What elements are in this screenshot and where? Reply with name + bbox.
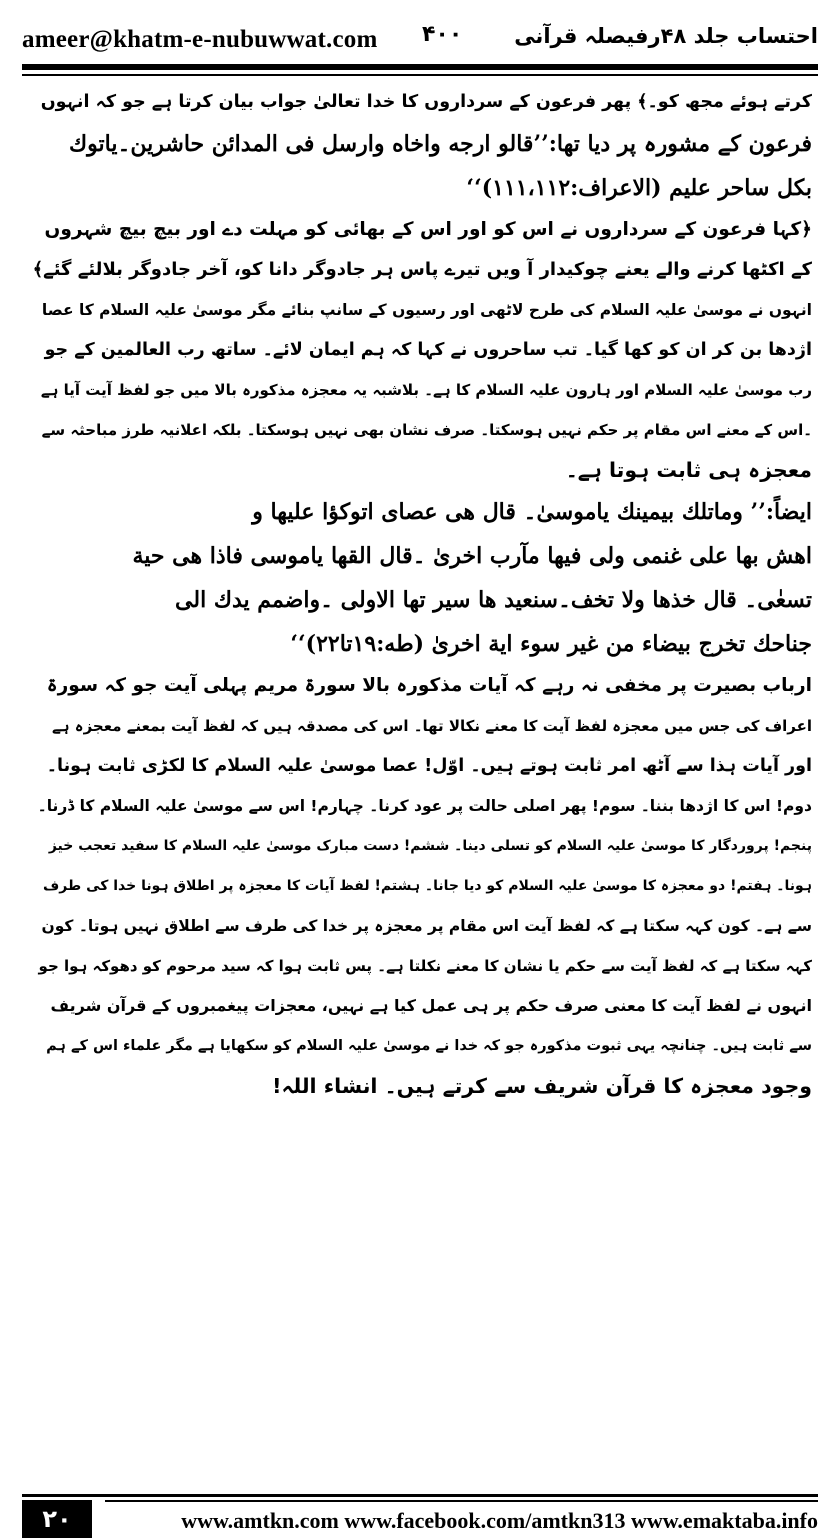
header-title: احتساب جلد ۴۸رفیصلہ قرآنی	[514, 24, 818, 48]
body-line: کرتے ہوئے مجھ کو۔﴾ پھر فرعون کے سرداروں کا خدا تعالیٰ جواب بیان کرتا ہے جو کہ انہوں	[40, 92, 812, 112]
body-line: فرعون کے مشورہ پر دیا تھا:’’قالو ارجه واخاه وارسل فى المدائن حاشرين۔ياتوك	[69, 131, 812, 157]
header-rule-thick	[22, 64, 818, 70]
page-body	[28, 82, 812, 1106]
footer-rule	[22, 1494, 818, 1497]
body-line: اهش بها على غنمى ولى فيها مآرب اخرىٰ ۔قال القها ياموسى فاذا هى حية	[132, 543, 812, 569]
body-line: دوم! اس کا اژدھا بننا۔ سوم! پھر اصلی حالت پر عود کرنا۔ چہارم! اس سے موسیٰ علیہ السلام کا ڈرنا۔	[37, 797, 812, 815]
body-line: ارباب بصیرت پر مخفی نہ رہے کہ آیات مذکورہ بالا سورۃ مریم پہلی آیت جو کہ سورۃ	[46, 675, 812, 696]
body-line: وجود معجزہ کا قرآن شریف سے کرتے ہیں۔ انشاء اللہ!	[272, 1074, 812, 1098]
footer-rule-thin	[105, 1500, 818, 1502]
body-line: ﴿کہا فرعون کے سرداروں نے اس کو اور اس کے بھائی کو مہلت دے اور بیچ بیچ شہروں	[44, 219, 812, 240]
header-rule-thin	[22, 74, 818, 76]
header-email: ameer@khatm-e-nubuwwat.com	[22, 26, 378, 53]
body-line: جناحك تخرج بيضاء من غير سوء اية اخرىٰ (طه:۱۹تا۲۲)‘‘	[290, 631, 812, 657]
body-line: کہہ سکتا ہے کہ لفظ آیت سے حکم یا نشان کا معنے نکلتا ہے۔ پس ثابت ہوا کہ سید مرحوم کو دھوکہ ہوا جو	[38, 957, 812, 975]
body-line: سے ہے۔ کون کہہ سکتا ہے کہ لفظ آیت اس مقام پر معجزہ پر خدا کی طرف سے اطلاق نہیں ہوتا۔ کون	[41, 917, 812, 935]
page-header	[22, 18, 818, 58]
body-line: تسعٰى۔ قال خذها ولا تخف۔سنعيد ها سير تها الاولى ۔واضمم يدك الى	[175, 587, 812, 613]
body-line: اعراف کی جس میں معجزہ لفظ آیت کا معنے نکالا تھا۔ اس کی مصدقہ ہیں کہ لفظ آیت بمعنے معجزہ ہے	[52, 717, 812, 735]
body-line: رب موسیٰ علیہ السلام اور ہارون علیہ السلام کا ہے۔ بلاشبہ یہ معجزہ مذکورہ بالا میں جو لفظ آیت آیا ہے	[40, 381, 812, 399]
footer-links: www.amtkn.com www.facebook.com/amtkn313 www.emaktaba.info	[181, 1508, 818, 1533]
body-line: کے اکٹھا کرنے والے یعنے چوکیدار آ ویں تیرے پاس ہر جادوگر دانا کو، آخر جادوگر بلالئے گئے﴾	[32, 259, 812, 280]
header-page-number: ۴۰۰	[422, 22, 463, 47]
body-line: سے ثابت ہیں۔ چنانچہ یہی ثبوت مذکورہ جو کہ خدا نے موسیٰ علیہ السلام کو سکھایا ہے مگر علماء اس کے ہم	[46, 1038, 812, 1054]
body-line: پنجم! پروردگار کا موسیٰ علیہ السلام کو تسلی دینا۔ ششم! دست مبارک موسیٰ علیہ السلام کا سفید تعجب خیز	[48, 838, 812, 854]
body-line: اور آیات ہذا سے آٹھ امر ثابت ہوتے ہیں۔ اوّل! عصا موسیٰ علیہ السلام کا لکڑی ثابت ہونا۔	[46, 756, 812, 776]
footer-page-number: ۲۰	[22, 1500, 92, 1538]
body-line: معجزہ ہی ثابت ہوتا ہے۔	[565, 458, 812, 482]
body-line: انہوں نے لفظ آیت کا معنی صرف حکم پر ہی عمل کیا ہے نہیں، معجزات پیغمبروں کے قرآن شریف	[50, 996, 812, 1015]
body-line: اژدھا بن کر ان کو کھا گیا۔ تب ساحروں نے کہا کہ ہم ایمان لائے۔ ساتھ رب العالمین کے جو	[44, 340, 812, 360]
body-line: بكل ساحر عليم (الاعراف:۱۱۱،۱۱۲)‘‘	[466, 175, 812, 201]
body-line: انہوں نے موسیٰ علیہ السلام کی طرح لاٹھی اور رسیوں کے سانپ بنائے مگر موسیٰ علیہ السلام کا عصا	[41, 301, 812, 319]
body-line: ہونا۔ ہفتم! دو معجزہ کا موسیٰ علیہ السلام کو دیا جانا۔ ہشتم! لفظ آیات کا معجزہ پر اطلاق ہونا خدا کی طرف	[43, 878, 812, 894]
body-line: ۔اس کے معنے اس مقام پر حکم نہیں ہوسکتا۔ صرف نشان بھی نہیں ہوسکتا۔ بلکہ اعلانیہ طرز مباحثہ سے	[41, 421, 812, 439]
body-line: ایضاً:’’ وماتلك بيمينك ياموسىٰ۔ قال هى عصاى اتوكؤا عليها و	[252, 499, 812, 525]
